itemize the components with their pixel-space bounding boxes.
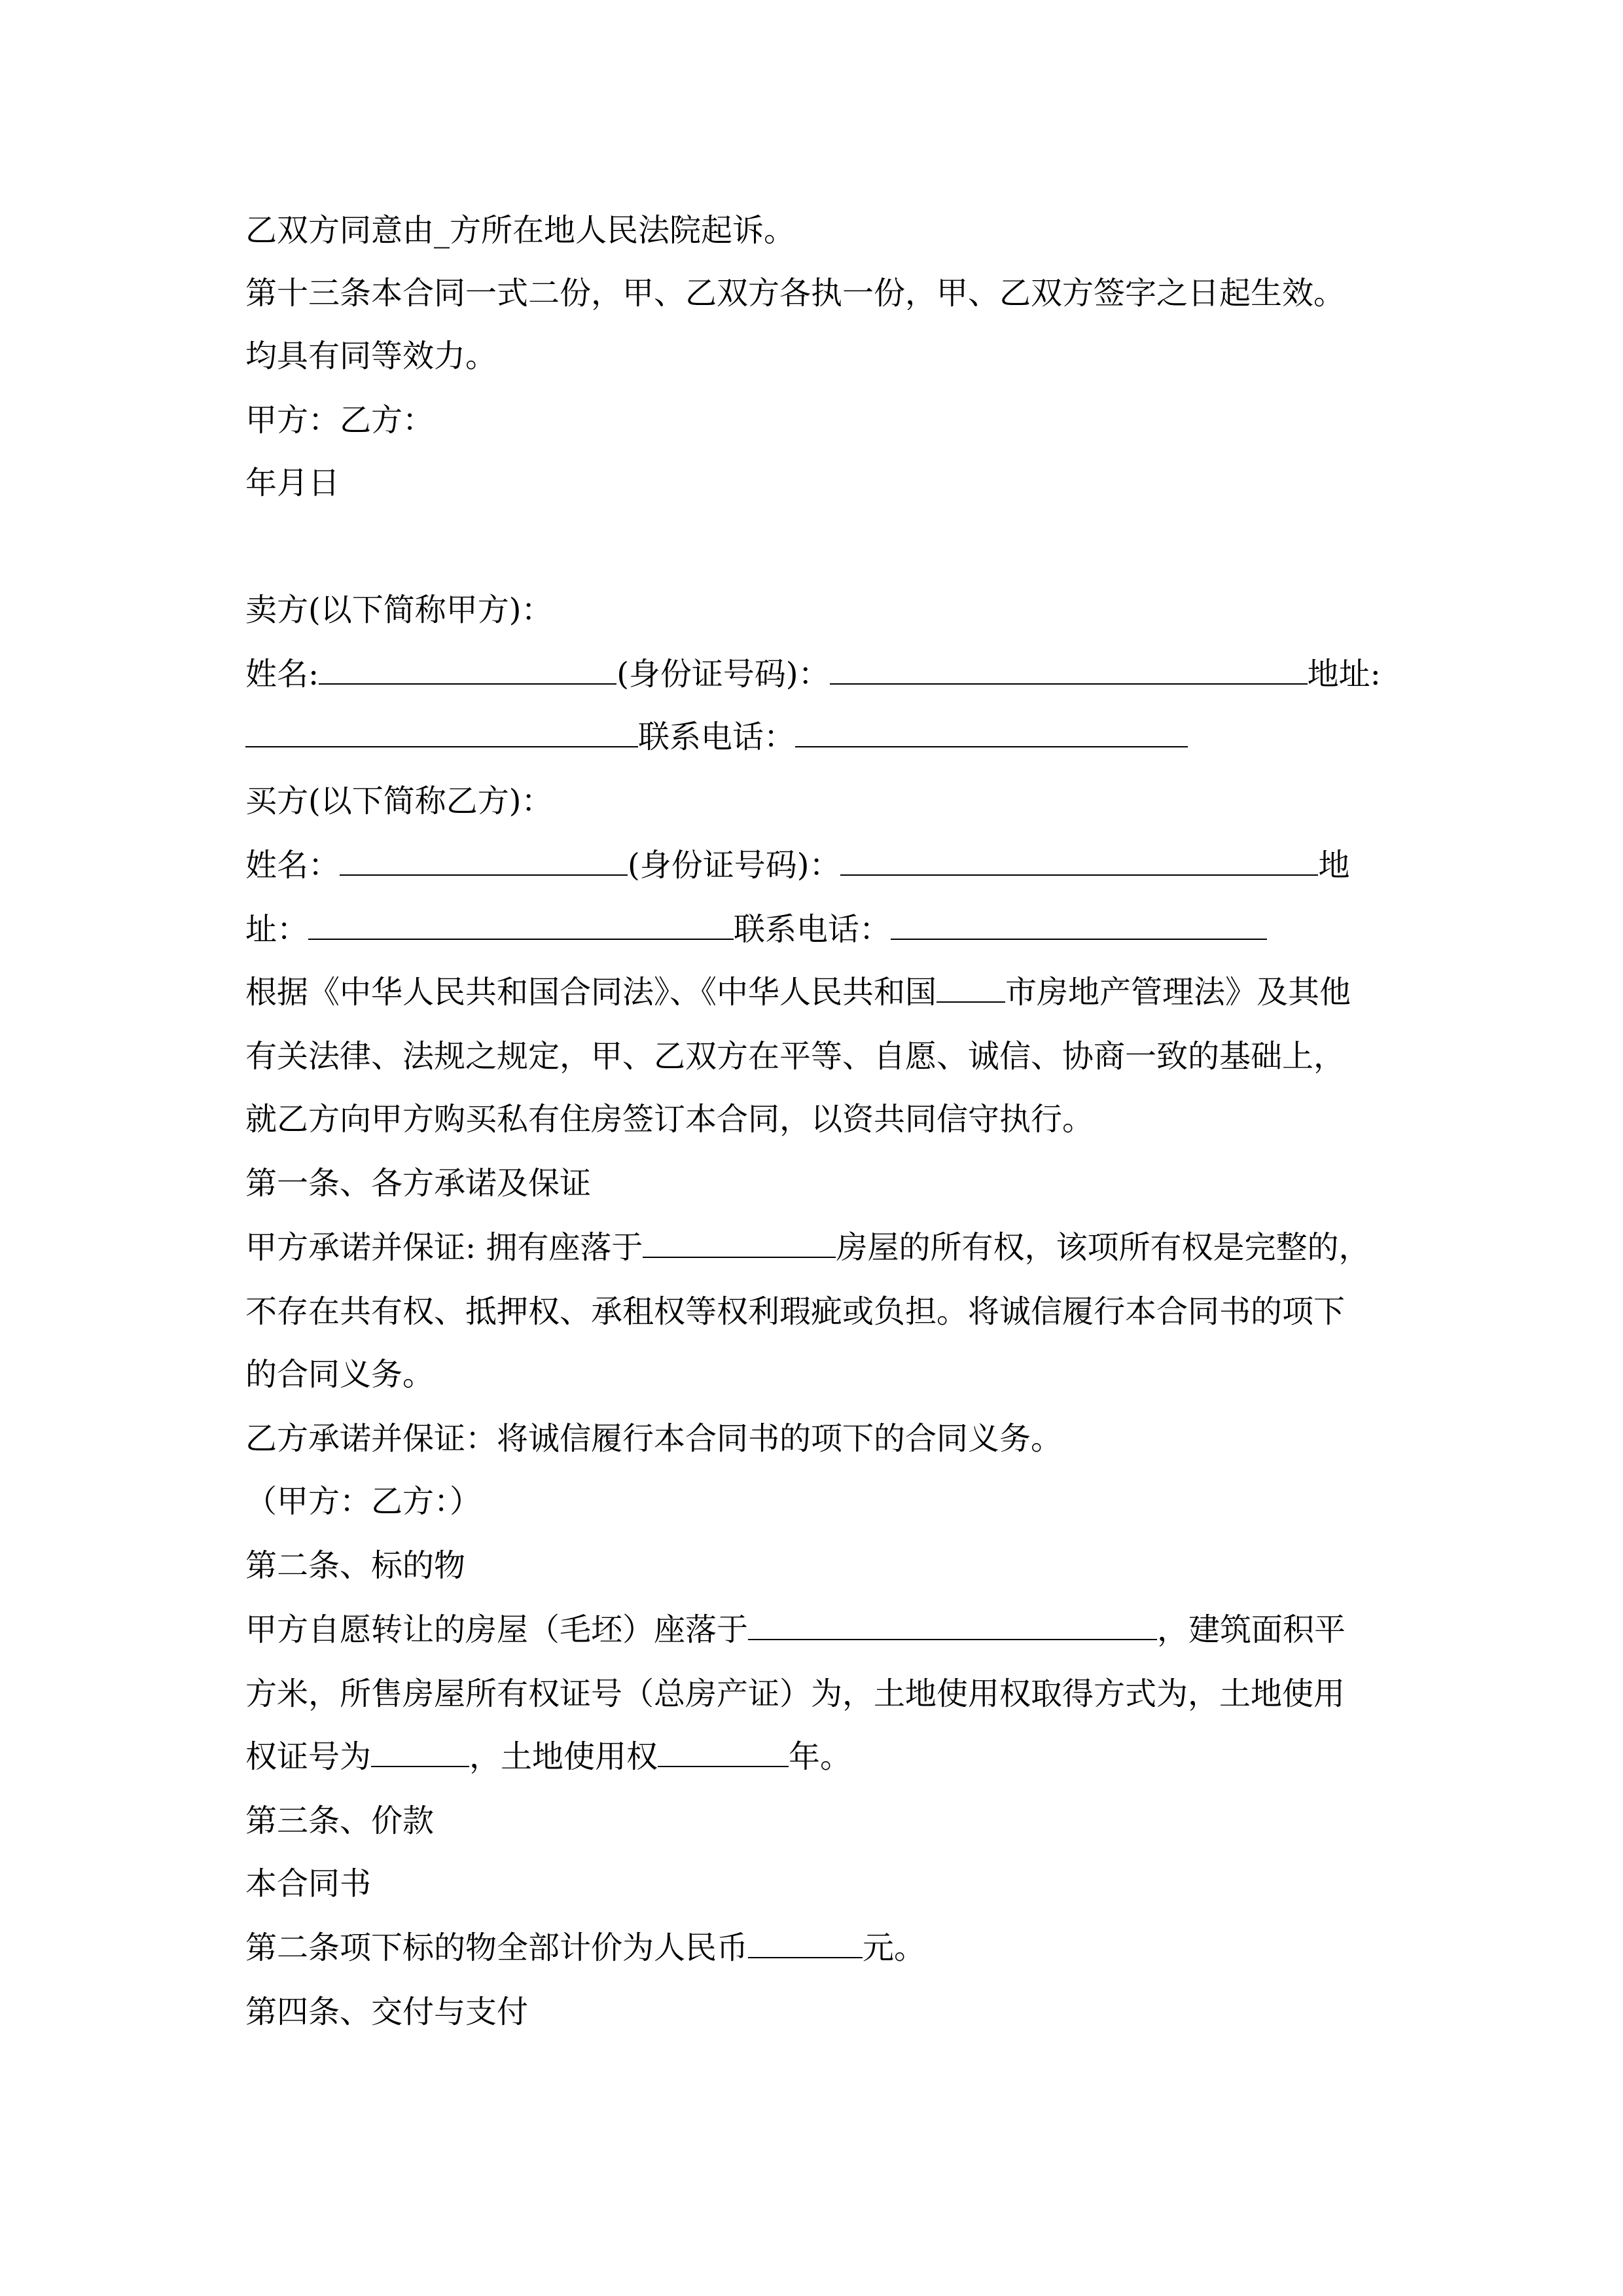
preamble-line-2: 有关法律、法规之规定，甲、乙双方在平等、自愿、诚信、协商一致的基础上， xyxy=(245,1038,1346,1075)
article-1-signature: （甲方：乙方：） xyxy=(245,1483,482,1520)
buyer-id-blank xyxy=(840,846,1318,876)
clause-13-text: 第十三条本合同一式二份，甲、乙双方各执一份，甲、乙双方签字之日起生效。 xyxy=(245,275,1346,312)
article-2-text-d: ，土地使用权 xyxy=(469,1738,658,1775)
clause-dispute-text: 乙双方同意由_方所在地人民法院起诉。 xyxy=(245,212,796,249)
preamble-city-blank xyxy=(936,973,1005,1003)
article-2-text-a: 甲方自愿转让的房屋（毛坯）座落于 xyxy=(245,1611,749,1648)
seller-name-label: 姓名: xyxy=(245,656,319,692)
buyer-phone-label: 联系电话： xyxy=(734,911,891,948)
article-3-line-1: 本合同书 xyxy=(245,1865,372,1902)
buyer-address-blank xyxy=(308,910,734,940)
seller-address-label: 地址: xyxy=(1307,656,1381,692)
seller-phone-label: 联系电话： xyxy=(638,719,796,755)
article-3-title: 第三条、价款 xyxy=(245,1803,435,1839)
article-1-title: 第一条、各方承诺及保证 xyxy=(245,1165,592,1202)
article-3-text-b: 元。 xyxy=(863,1929,926,1966)
clause-13-continuation: 均具有同等效力。 xyxy=(245,338,497,374)
article-2-line-3 xyxy=(245,1737,851,1776)
seller-phone-blank xyxy=(795,717,1188,747)
article-1-party-a-line-2: 不存在共有权、抵押权、承租权等权利瑕疵或负担。将诚信履行本合同书的项下 xyxy=(245,1293,1346,1330)
article-2-title: 第二条、标的物 xyxy=(245,1547,466,1584)
article-2-location-blank xyxy=(748,1610,1157,1640)
seller-heading: 卖方(以下简称甲方)： xyxy=(245,592,553,628)
article-2-cert-blank xyxy=(371,1737,469,1767)
seller-id-label: (身份证号码)： xyxy=(616,656,830,692)
seller-address-blank xyxy=(245,717,638,747)
article-2-text-b: ，建筑面积平 xyxy=(1157,1611,1346,1648)
article-2-line-2: 方米，所售房屋所有权证号（总房产证）为，土地使用权取得方式为，土地使用 xyxy=(245,1676,1346,1712)
article-1-party-a-text-a: 甲方承诺并保证: 拥有座落于 xyxy=(245,1229,643,1266)
buyer-id-label: (身份证号码)： xyxy=(628,847,841,884)
seller-name-row xyxy=(245,655,1381,694)
article-2-line-1 xyxy=(245,1610,1346,1649)
buyer-address-label-b: 址： xyxy=(245,911,309,948)
prev-signature-line: 甲方：乙方： xyxy=(245,402,435,439)
article-3-price-blank xyxy=(748,1928,863,1958)
article-4-title: 第四条、交付与支付 xyxy=(245,1994,529,2030)
article-2-years-blank xyxy=(658,1737,789,1767)
article-1-party-a-line-3: 的合同义务。 xyxy=(245,1356,435,1393)
seller-name-blank xyxy=(319,655,616,685)
seller-id-blank xyxy=(830,655,1308,685)
article-3-line-2 xyxy=(245,1928,925,1967)
buyer-name-label: 姓名： xyxy=(245,847,340,884)
prev-date-line: 年月日 xyxy=(245,465,340,501)
article-1-party-a-text-b: 房屋的所有权，该项所有权是完整的， xyxy=(836,1229,1370,1266)
article-2-text-e: 年。 xyxy=(789,1738,852,1775)
buyer-name-blank xyxy=(340,846,628,876)
buyer-heading: 买方(以下简称乙方)： xyxy=(245,783,553,819)
buyer-address-label-a: 地 xyxy=(1318,847,1350,884)
preamble-text-b: 市房地产管理法》及其他 xyxy=(1005,974,1351,1011)
article-3-text-a: 第二条项下标的物全部计价为人民币 xyxy=(245,1929,749,1966)
article-1-party-a-line-1 xyxy=(245,1228,1370,1267)
seller-address-row xyxy=(245,717,1188,757)
preamble-text-a: 根据《中华人民共和国合同法》、《中华人民共和国 xyxy=(245,974,937,1011)
preamble-line-1 xyxy=(245,973,1351,1012)
article-1-location-blank xyxy=(643,1228,836,1258)
buyer-phone-blank xyxy=(891,910,1267,940)
preamble-line-3: 就乙方向甲方购买私有住房签订本合同，以资共同信守执行。 xyxy=(245,1101,1094,1138)
article-1-party-b: 乙方承诺并保证：将诚信履行本合同书的项下的合同义务。 xyxy=(245,1420,1063,1457)
article-2-text-c: 权证号为 xyxy=(245,1738,372,1775)
buyer-name-row xyxy=(245,846,1350,885)
buyer-address-row xyxy=(245,910,1267,949)
